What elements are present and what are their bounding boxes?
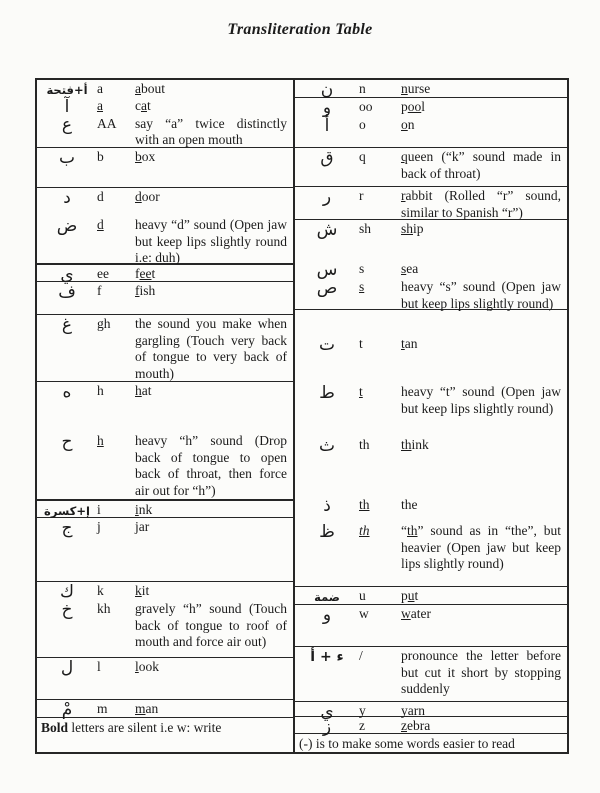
table-row xyxy=(37,264,293,285)
example-description: hat xyxy=(135,383,152,398)
latin-letter: s xyxy=(359,261,365,276)
table-entry xyxy=(37,283,291,301)
latin-letter: s xyxy=(359,279,365,294)
latin-letter: d xyxy=(97,189,104,204)
table-row xyxy=(295,647,567,702)
latin-letter: th xyxy=(359,523,370,538)
latin-letter: h xyxy=(97,383,104,398)
table-row xyxy=(295,187,567,220)
table-entry xyxy=(295,188,565,221)
page-title: Transliteration Table xyxy=(227,21,373,38)
latin-letter: r xyxy=(359,188,364,203)
arabic-glyph: س xyxy=(316,260,338,280)
latin-letter: a xyxy=(97,97,103,113)
example-description: zebra xyxy=(401,718,431,733)
latin-letter: oo xyxy=(359,99,373,114)
example-description: yarn xyxy=(401,703,425,718)
latin-letter: i xyxy=(97,502,101,517)
footer-note: (-) is to make some words easier to read xyxy=(299,736,515,751)
arabic-glyph: ظ xyxy=(319,522,335,542)
table-row xyxy=(37,315,293,382)
latin-letter: y xyxy=(359,703,366,718)
table-entry xyxy=(37,116,291,149)
latin-letter: q xyxy=(359,149,366,164)
table-row xyxy=(295,148,567,187)
table-entry xyxy=(37,81,291,98)
table-entry xyxy=(37,217,291,267)
example-description: the xyxy=(401,497,418,512)
latin-letter: gh xyxy=(97,316,111,331)
arabic-glyph: ش xyxy=(316,220,338,240)
arabic-glyph: ق xyxy=(320,148,334,168)
arabic-glyph: ع xyxy=(61,114,73,135)
example-description: fish xyxy=(135,283,156,298)
example-description: heavy “h” sound (Drop back of tongue to open back of throat, then force air out for “h”) xyxy=(135,433,287,498)
table-entry xyxy=(295,261,565,279)
table-entry xyxy=(295,336,565,354)
latin-letter: l xyxy=(97,659,101,674)
table-row xyxy=(37,188,293,264)
table-entry xyxy=(295,149,565,182)
example-description: man xyxy=(135,701,159,716)
example-description: pool xyxy=(401,99,426,114)
arabic-glyph: إ+كسرة xyxy=(44,504,90,518)
arabic-glyph: ر xyxy=(322,187,332,207)
latin-letter: / xyxy=(359,648,363,663)
example-description: say “a” twice distinctly with an open mouth xyxy=(135,115,287,147)
example-description: jar xyxy=(135,519,150,534)
table-entry xyxy=(295,437,565,455)
table-entry xyxy=(37,519,291,537)
table-row xyxy=(295,80,567,98)
arabic-glyph: ص xyxy=(316,278,338,298)
table-entry xyxy=(37,502,291,519)
arabic-glyph: غ xyxy=(61,315,73,335)
arabic-glyph: مْ xyxy=(61,700,73,720)
table-entry xyxy=(295,81,565,99)
arabic-glyph: و xyxy=(322,605,332,625)
table-row xyxy=(37,658,293,700)
table-entry xyxy=(295,99,565,117)
table-entry xyxy=(295,221,565,239)
table-entry xyxy=(37,659,291,677)
table-row xyxy=(37,700,293,718)
table-row xyxy=(295,310,567,587)
arabic-glyph: أ xyxy=(324,116,330,136)
arabic-glyph: آ xyxy=(64,96,70,117)
latin-letter: ee xyxy=(97,266,109,281)
example-description: nurse xyxy=(401,81,431,96)
latin-letter: w xyxy=(359,606,369,621)
example-description: ink xyxy=(135,502,153,517)
table-row xyxy=(37,518,293,582)
arabic-glyph: ط xyxy=(319,383,335,403)
latin-letter: th xyxy=(359,437,370,452)
example-description: heavy “s” sound (Open jaw but keep lips slightly round) xyxy=(401,279,561,311)
example-description: pronounce the letter before but cut it short by stopping suddenly xyxy=(401,648,561,696)
example-description: ship xyxy=(401,221,424,236)
arabic-glyph: د xyxy=(63,188,71,208)
table-entry xyxy=(37,189,291,207)
table-row xyxy=(295,98,567,148)
arabic-glyph: ب xyxy=(58,148,75,168)
arabic-glyph: ء + أ xyxy=(310,649,344,665)
latin-letter: a xyxy=(97,81,103,96)
example-description: put xyxy=(401,588,419,603)
latin-letter: m xyxy=(97,701,108,716)
table-entry xyxy=(37,583,291,601)
arabic-glyph: ه xyxy=(62,382,72,402)
latin-letter: k xyxy=(97,583,104,598)
arabic-glyph: ي xyxy=(60,265,74,285)
footer-note: Bold letters are silent i.e w: write xyxy=(41,720,222,735)
example-description: tan xyxy=(401,336,418,351)
table-entry xyxy=(37,98,291,116)
table-entry xyxy=(37,316,291,382)
latin-letter: o xyxy=(359,117,366,132)
table-entry xyxy=(37,433,291,499)
table-entry xyxy=(295,279,565,312)
right-column xyxy=(295,80,567,752)
example-description: look xyxy=(135,659,160,674)
example-description: the sound you make when gargling (Touch very back of tongue to very back of mouth) xyxy=(135,316,287,381)
transliteration-table xyxy=(35,78,569,754)
table-row xyxy=(295,702,567,722)
table-row xyxy=(37,582,293,658)
table-row xyxy=(295,605,567,647)
example-description: about xyxy=(135,81,166,96)
arabic-glyph: ذ xyxy=(323,496,331,516)
latin-letter: AA xyxy=(97,115,117,131)
example-description: cat xyxy=(135,97,151,113)
table-entry xyxy=(295,497,565,515)
table-entry xyxy=(37,701,291,719)
latin-letter: u xyxy=(359,588,366,603)
arabic-glyph: ضمة xyxy=(314,590,340,604)
example-description: “th” sound as in “the”, but heavier (Open jaw but keep lips slightly round) xyxy=(401,523,561,571)
table-entry xyxy=(295,588,565,605)
arabic-glyph: ك xyxy=(59,582,74,602)
arabic-glyph: ح xyxy=(61,432,73,452)
example-description: gravely “h” sound (Touch back of tongue to roof of mouth and force air out) xyxy=(135,601,287,649)
example-description: rabbit (Rolled “r” sound, similar to Spanish “r”) xyxy=(401,188,561,220)
latin-letter: z xyxy=(359,718,365,733)
table-row xyxy=(37,80,293,148)
example-description: heavy “d” sound (Open jaw but keep lips slightly round i.e: duh) xyxy=(135,217,287,265)
table-row xyxy=(37,382,293,500)
latin-letter: b xyxy=(97,149,104,164)
arabic-glyph: أ+فتحة xyxy=(46,83,88,97)
latin-letter: t xyxy=(359,384,363,399)
arabic-glyph: ث xyxy=(318,436,335,456)
latin-letter: sh xyxy=(359,221,372,236)
latin-letter: kh xyxy=(97,601,111,616)
arabic-glyph: ز xyxy=(322,717,332,737)
table-row xyxy=(37,148,293,188)
example-description: water xyxy=(401,606,431,621)
example-description: kit xyxy=(135,583,150,598)
arabic-glyph: و xyxy=(322,98,332,118)
example-description: sea xyxy=(401,261,419,276)
latin-letter: th xyxy=(359,497,370,512)
arabic-glyph: ل xyxy=(60,658,74,678)
table-row xyxy=(37,500,293,518)
table-entry xyxy=(295,384,565,417)
example-description: queen (“k” sound made in back of throat) xyxy=(401,149,561,181)
table-entry xyxy=(37,601,291,651)
table-row xyxy=(295,587,567,605)
latin-letter: f xyxy=(97,283,102,298)
arabic-glyph: ج xyxy=(61,518,73,538)
table-row xyxy=(295,220,567,310)
arabic-glyph: ن xyxy=(320,80,334,100)
table-entry xyxy=(295,523,565,573)
table-row xyxy=(37,282,293,315)
example-description: heavy “t” sound (Open jaw but keep lips slightly round) xyxy=(401,384,561,416)
table-entry xyxy=(37,383,291,401)
example-description: on xyxy=(401,117,415,132)
left-column xyxy=(37,80,295,752)
arabic-glyph: ي xyxy=(320,702,334,722)
arabic-glyph: خ xyxy=(61,600,73,620)
latin-letter: n xyxy=(359,81,366,96)
table-entry xyxy=(37,149,291,167)
table-entry xyxy=(295,648,565,698)
table-row xyxy=(295,717,567,737)
example-description: door xyxy=(135,189,160,204)
example-description: box xyxy=(135,149,156,164)
arabic-glyph: ت xyxy=(318,335,335,355)
table-entry xyxy=(295,606,565,624)
example-description: feet xyxy=(135,266,156,281)
table-entry xyxy=(295,117,565,135)
latin-letter: t xyxy=(359,336,363,351)
example-description: think xyxy=(401,437,429,452)
latin-letter: h xyxy=(97,433,104,448)
latin-letter: j xyxy=(97,519,101,534)
arabic-glyph: ض xyxy=(56,216,78,236)
arabic-glyph: ف xyxy=(58,282,76,302)
latin-letter: d xyxy=(97,217,104,232)
